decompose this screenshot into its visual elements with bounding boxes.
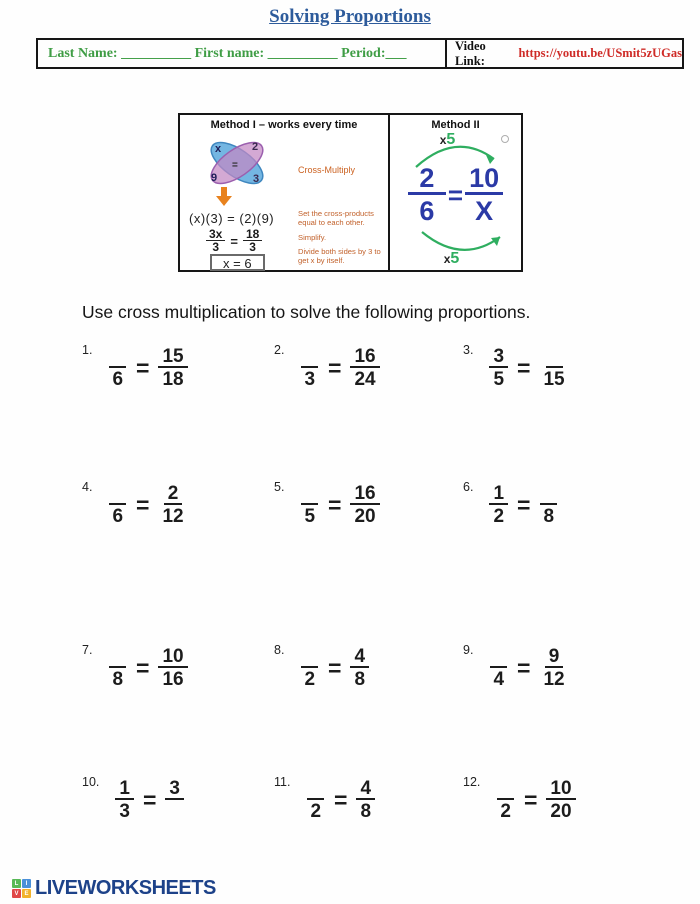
fraction: $\frac{2}{6}$ (408, 162, 446, 228)
fraction-left (496, 777, 515, 823)
denominator: 5 (304, 506, 316, 527)
numerator: 1 (489, 482, 508, 505)
answer-blank[interactable] (109, 645, 126, 668)
problem-number: 1. (82, 343, 93, 357)
bottom-multiplier: x5 (443, 250, 460, 267)
page-title: Solving Proportions (269, 6, 431, 27)
numerator: 15 (158, 345, 187, 368)
equals-sign: = (517, 491, 531, 518)
equals-sign: = (136, 654, 150, 681)
video-link[interactable]: https://youtu.be/USmit5zUGas (518, 46, 682, 60)
equals-sign: = (142, 786, 157, 813)
fraction: $\frac{10}{X}$ (465, 162, 503, 228)
answer-blank[interactable] (307, 777, 324, 800)
equals-sign: = (517, 354, 531, 381)
problem-number: 8. (274, 643, 285, 657)
denominator: 2 (310, 801, 322, 822)
denominator: 15 (543, 369, 565, 390)
problem (82, 645, 188, 691)
method-two-pane (390, 115, 521, 270)
method-one-pane (180, 115, 390, 270)
fraction-left (115, 777, 134, 823)
denominator: 12 (543, 669, 565, 690)
problem-number: 12. (463, 775, 481, 789)
denominator: 8 (543, 506, 555, 527)
denominator: 5 (493, 369, 505, 390)
answer-blank[interactable] (301, 345, 318, 368)
problem-number: 3. (463, 343, 474, 357)
problem-number: 7. (82, 643, 93, 657)
answer-blank[interactable] (540, 482, 557, 505)
equals-sign: = (334, 786, 348, 813)
numerator: 10 (546, 777, 575, 800)
fraction-left (300, 645, 319, 691)
fraction-right (158, 482, 187, 528)
denominator: 20 (550, 801, 572, 822)
denominator: 8 (354, 669, 366, 690)
equals-sign: = (328, 354, 342, 381)
fraction-right (165, 777, 184, 823)
denominator: 24 (354, 369, 376, 390)
example-proportion: $\frac{2}{6}$ = $\frac{10}{X}$ (390, 162, 521, 228)
fraction-right (539, 482, 558, 528)
problem (463, 645, 569, 691)
fraction-left (489, 345, 508, 391)
method-note: Simplify. (298, 233, 327, 242)
svg-text:=: = (232, 160, 238, 171)
answer-blank[interactable] (109, 345, 126, 368)
cross-multiply-label: Cross-Multiply (298, 165, 356, 175)
denominator: 20 (354, 506, 376, 527)
problem (463, 345, 569, 391)
fraction-left (108, 482, 127, 528)
answer-blank[interactable] (497, 777, 514, 800)
numerator: 16 (350, 482, 379, 505)
numerator: 3 (489, 345, 508, 368)
video-link-label: Video Link: (455, 38, 486, 68)
equals-sign: = (136, 354, 150, 381)
numerator: 16 (350, 345, 379, 368)
fraction-right (158, 345, 187, 391)
denominator: 4 (493, 669, 505, 690)
solution-box: x = 6 (210, 254, 265, 271)
answer-blank[interactable] (546, 345, 563, 368)
cross-products-equation: (x)(3) = (2)(9) (189, 211, 275, 226)
denominator: 8 (112, 669, 124, 690)
denominator: 2 (493, 506, 505, 527)
problem-number: 11. (274, 775, 291, 789)
problem-number: 4. (82, 480, 93, 494)
numerator: 4 (350, 645, 369, 668)
brand-wordmark: LIVEWORKSHEETS (35, 877, 216, 899)
equals-sign: = (136, 491, 150, 518)
problem-number: 2. (274, 343, 285, 357)
video-link-cell (447, 40, 682, 67)
liveworksheets-footer (12, 877, 216, 900)
equals-sign: = (517, 654, 531, 681)
svg-text:9: 9 (211, 172, 218, 184)
equals-sign: = (328, 654, 342, 681)
instruction-text: Use cross multiplication to solve the following proportions. (82, 302, 531, 322)
down-arrow-icon (216, 187, 232, 207)
answer-blank[interactable] (490, 645, 507, 668)
svg-text:3: 3 (253, 173, 260, 185)
svg-text:x: x (215, 143, 222, 155)
numerator: 10 (158, 645, 187, 668)
problem-number: 9. (463, 643, 474, 657)
problem-number: 6. (463, 480, 474, 494)
simplify-step: $\frac{3x}{3}$ = $\frac{18}{3}$ (206, 228, 262, 254)
name-fields[interactable]: Last Name: __________ First name: __________ Period:___ (38, 40, 447, 67)
fraction-left (489, 645, 508, 691)
denominator: 2 (304, 669, 316, 690)
problem (274, 645, 369, 691)
problem (82, 482, 188, 528)
answer-blank[interactable] (166, 800, 183, 823)
fraction-right (356, 777, 375, 823)
answer-blank[interactable] (301, 645, 318, 668)
answer-blank[interactable] (301, 482, 318, 505)
numerator: 2 (164, 482, 183, 505)
problem (274, 345, 380, 391)
numerator: 4 (356, 777, 375, 800)
problem-number: 5. (274, 480, 285, 494)
denominator: 2 (500, 801, 511, 822)
denominator: 6 (112, 506, 124, 527)
fraction: $\frac{18}{3}$ (243, 228, 262, 254)
fraction-right (350, 645, 369, 691)
problem (463, 777, 576, 823)
fraction-left (108, 645, 127, 691)
equals-sign: = (328, 491, 342, 518)
problem (82, 777, 184, 823)
fraction: $\frac{3x}{3}$ (206, 228, 225, 254)
numerator: 3 (165, 777, 184, 800)
denominator: 8 (360, 801, 372, 822)
problem (274, 777, 375, 823)
fraction-left (108, 345, 127, 391)
problem (274, 482, 380, 528)
method-one-title: Method I – works every time (210, 119, 358, 131)
equals-sign: = (523, 786, 538, 813)
header-table (36, 38, 684, 69)
top-multiplier: x5 (439, 131, 456, 148)
fraction-right (546, 777, 575, 823)
fraction-right (539, 345, 568, 391)
problem (82, 345, 188, 391)
cross-multiply-diagram (196, 133, 278, 193)
answer-blank[interactable] (109, 482, 126, 505)
method-note: Divide both sides by 3 to get x by itself. (298, 247, 381, 266)
svg-text:2: 2 (252, 141, 259, 153)
fraction-left (300, 482, 319, 528)
fraction-right (350, 345, 379, 391)
liveworksheets-logo-icon: L I V E (12, 879, 31, 898)
method-note: Set the cross-products equal to each other. (298, 209, 374, 228)
problem (463, 482, 558, 528)
method-example-box (178, 113, 523, 272)
method-two-title: Method II (431, 119, 480, 131)
denominator: 6 (112, 369, 124, 390)
fraction-left (489, 482, 508, 528)
denominator: 16 (162, 669, 184, 690)
denominator: 12 (162, 506, 184, 527)
denominator: 18 (162, 369, 184, 390)
denominator: 3 (304, 369, 316, 390)
fraction-right (539, 645, 568, 691)
fraction-right (350, 482, 379, 528)
fraction-right (158, 645, 187, 691)
denominator: 3 (119, 801, 130, 822)
problem-number: 10. (82, 775, 100, 789)
numerator: 1 (115, 777, 134, 800)
fraction-left (300, 345, 319, 391)
fraction-left (306, 777, 325, 823)
numerator: 9 (545, 645, 564, 668)
